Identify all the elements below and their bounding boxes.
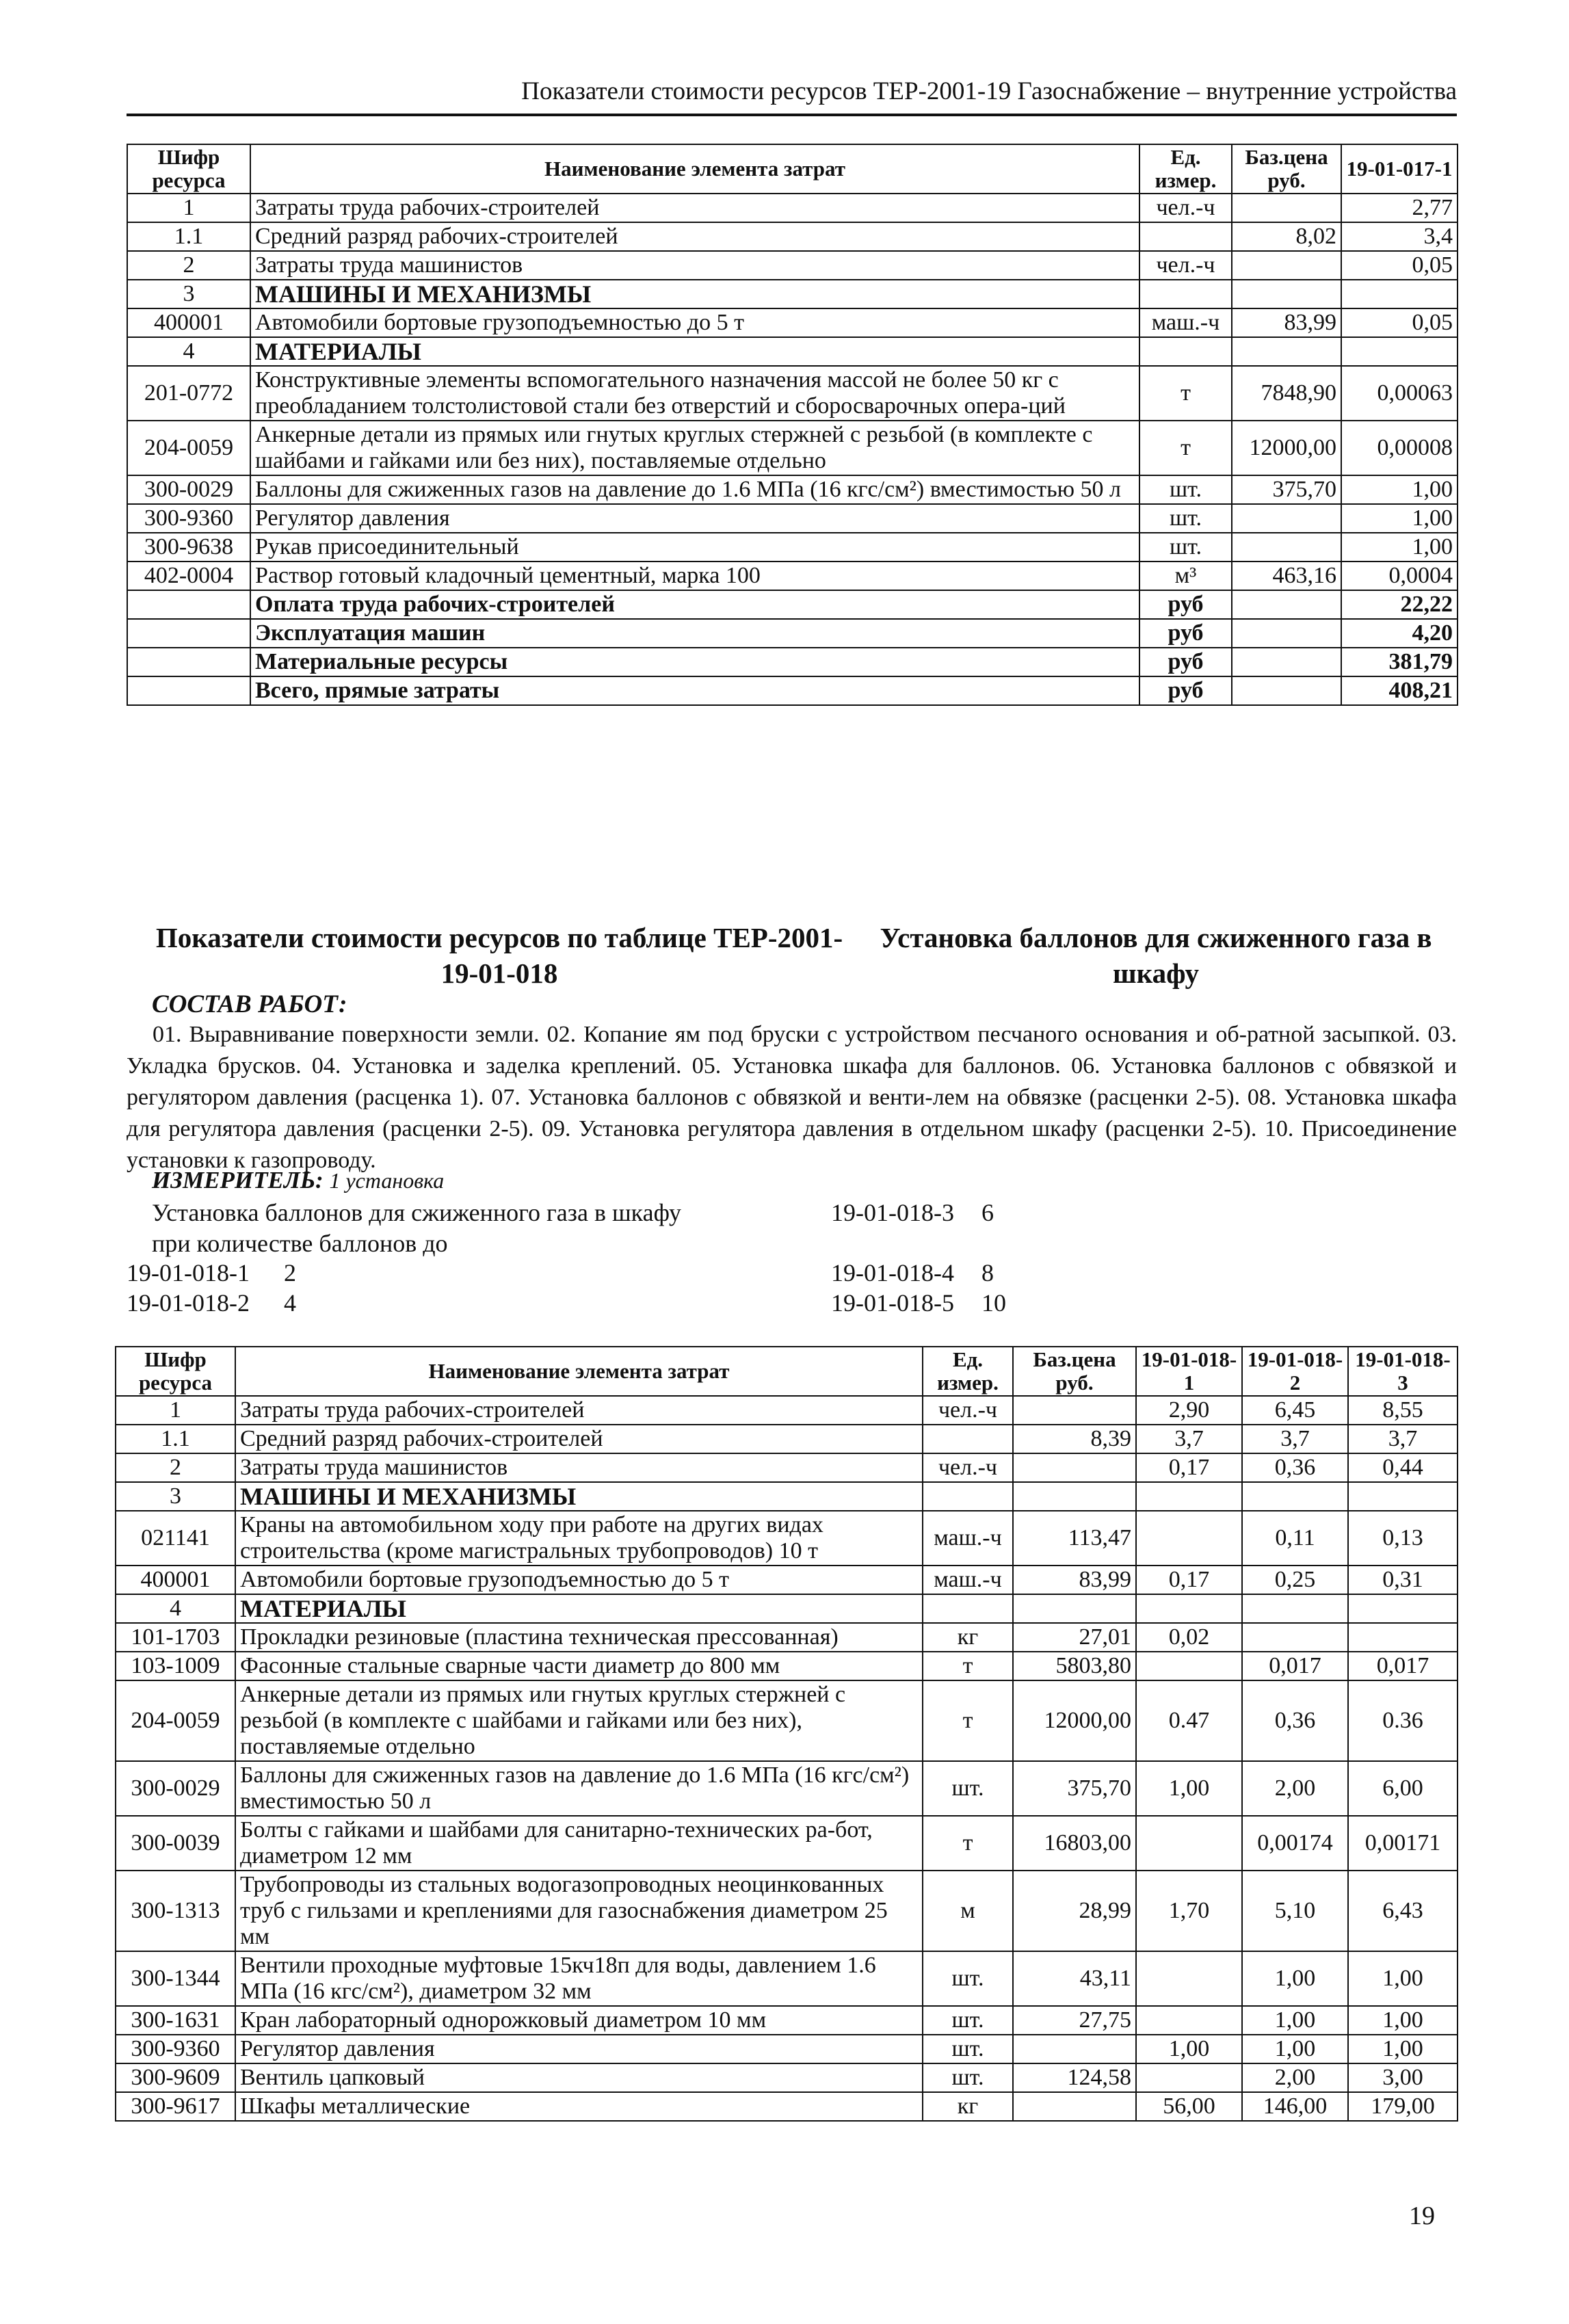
- table-row: [116, 1453, 1458, 1482]
- cell-value: [1136, 2063, 1242, 2092]
- cell-price: 12000,00: [1013, 1680, 1136, 1761]
- cell-name: Болты с гайками и шайбами для санитарно-технических ра-бот, диаметром 12 мм: [235, 1816, 923, 1871]
- cell-unit: [1139, 222, 1232, 251]
- totals-row: [127, 619, 1458, 648]
- cell-name: Трубопроводы из стальных водогазопроводных неоцинкованных труб с гильзами и креплениями для газоснабжения диаметром 25 мм: [235, 1871, 923, 1951]
- cell-name: Баллоны для сжиженных газов на давление до 1.6 МПа (16 кгс/см²) вместимостью 50 л: [235, 1761, 923, 1816]
- cell-code: 300-1344: [116, 1951, 235, 2006]
- cell-price: [1232, 648, 1341, 676]
- table-row: [116, 1652, 1458, 1680]
- table-row: [127, 475, 1458, 504]
- cell-value: 22,22: [1341, 590, 1458, 619]
- cell-code: [127, 619, 250, 648]
- cell-name: Затраты труда машинистов: [235, 1453, 923, 1482]
- cell-unit: м: [923, 1871, 1013, 1951]
- cell-value: 0,05: [1341, 251, 1458, 280]
- cell-name: Эксплуатация машин: [250, 619, 1139, 648]
- cell-unit: маш.-ч: [923, 1566, 1013, 1594]
- cell-value: 0,02: [1136, 1623, 1242, 1652]
- pricelist-qty: 2: [284, 1259, 296, 1286]
- cell-value: 0,00008: [1341, 421, 1458, 475]
- totals-row: [127, 590, 1458, 619]
- col-header-name: Наименование элемента затрат: [235, 1347, 923, 1396]
- cell-unit: руб: [1139, 648, 1232, 676]
- table-row: [116, 1816, 1458, 1871]
- cell-unit: шт.: [923, 2006, 1013, 2035]
- table-row: [116, 2006, 1458, 2035]
- cell-price: [1232, 504, 1341, 533]
- cell-name: МАТЕРИАЛЫ: [250, 337, 1139, 366]
- cell-value: [1136, 1652, 1242, 1680]
- cell-value: 0.47: [1136, 1680, 1242, 1761]
- table-row: [116, 1482, 1458, 1511]
- cell-code: 300-0039: [116, 1816, 235, 1871]
- cell-unit: руб: [1139, 590, 1232, 619]
- cell-unit: шт.: [923, 2035, 1013, 2063]
- cell-value: [1242, 1482, 1348, 1511]
- cell-price: [1013, 1396, 1136, 1425]
- page-header: Показатели стоимости ресурсов ТЕР-2001-19 Газоснабжение – внутренние устройства: [521, 77, 1457, 105]
- section-subtitle: Установка баллонов для сжиженного газа в шкафу: [880, 922, 1432, 989]
- cell-unit: т: [923, 1680, 1013, 1761]
- page-number: 19: [1409, 2202, 1435, 2230]
- cell-value: 0,17: [1136, 1566, 1242, 1594]
- sostav-heading: СОСТАВ РАБОТ:: [152, 990, 347, 1018]
- col-header-unit: Ед. измер.: [1139, 144, 1232, 194]
- table-header-row: [116, 1347, 1458, 1396]
- cell-name: Краны на автомобильном ходу при работе на других видах строительства (кроме магистральных трубопроводов) 10 т: [235, 1511, 923, 1566]
- col-header-rate-2: 19-01-018-2: [1242, 1347, 1348, 1396]
- cell-name: Средний разряд рабочих-строителей: [235, 1425, 923, 1453]
- table-body: [127, 194, 1458, 705]
- cell-unit: т: [1139, 421, 1232, 475]
- table-row: [116, 1680, 1458, 1761]
- cell-name: МАШИНЫ И МЕХАНИЗМЫ: [235, 1482, 923, 1511]
- table-row: [116, 1761, 1458, 1816]
- cell-price: 8,39: [1013, 1425, 1136, 1453]
- cell-unit: шт.: [923, 1951, 1013, 2006]
- cell-value: 0,017: [1348, 1652, 1458, 1680]
- cell-name: Фасонные стальные сварные части диаметр до 800 мм: [235, 1652, 923, 1680]
- cell-value: 0,25: [1242, 1566, 1348, 1594]
- pricelist-code: 19-01-018-5: [831, 1289, 954, 1317]
- cell-code: 400001: [127, 308, 250, 337]
- cell-name: Вентиль цапковый: [235, 2063, 923, 2092]
- pricelist-title-2: при количестве баллонов до: [152, 1230, 448, 1257]
- table-row: [116, 1511, 1458, 1566]
- cell-code: 2: [116, 1453, 235, 1482]
- pricelist-qty: 10: [981, 1289, 1006, 1317]
- cell-code: 4: [116, 1594, 235, 1623]
- cell-unit: чел.-ч: [1139, 194, 1232, 222]
- cell-price: [1232, 251, 1341, 280]
- cell-value: 1,00: [1136, 1761, 1242, 1816]
- cell-name: Кран лабораторный однорожковый диаметром 10 мм: [235, 2006, 923, 2035]
- cell-code: 1.1: [116, 1425, 235, 1453]
- cell-unit: [923, 1594, 1013, 1623]
- cell-value: 1,00: [1348, 1951, 1458, 2006]
- table-row: [127, 504, 1458, 533]
- pricelist-code: 19-01-018-1: [127, 1259, 250, 1286]
- cell-price: 16803,00: [1013, 1816, 1136, 1871]
- cell-value: 3,4: [1341, 222, 1458, 251]
- cell-value: 2,00: [1242, 1761, 1348, 1816]
- cell-price: 83,99: [1013, 1566, 1136, 1594]
- cell-name: Автомобили бортовые грузоподъемностью до 5 т: [235, 1566, 923, 1594]
- cell-name: Затраты труда рабочих-строителей: [250, 194, 1139, 222]
- pricelist-title: Установка баллонов для сжиженного газа в шкафу: [152, 1199, 682, 1226]
- cell-name: Анкерные детали из прямых или гнутых круглых стержней с резьбой (в комплекте с шайбами и гайками или без них), поставляемые отдельно: [250, 421, 1139, 475]
- col-header-unit: Ед. измер.: [923, 1347, 1013, 1396]
- cell-code: 021141: [116, 1511, 235, 1566]
- cell-unit: [1139, 337, 1232, 366]
- cell-code: 300-9617: [116, 2092, 235, 2121]
- cell-value: 0,31: [1348, 1566, 1458, 1594]
- cell-value: 0,0004: [1341, 562, 1458, 590]
- cell-price: 7848,90: [1232, 366, 1341, 421]
- cell-value: 0,00174: [1242, 1816, 1348, 1871]
- col-header-code: Шифр ресурса: [116, 1347, 235, 1396]
- cell-price: 124,58: [1013, 2063, 1136, 2092]
- cell-price: [1232, 533, 1341, 562]
- cell-name: Средний разряд рабочих-строителей: [250, 222, 1139, 251]
- cell-price: 43,11: [1013, 1951, 1136, 2006]
- cell-price: [1232, 337, 1341, 366]
- cell-name: Рукав присоединительный: [250, 533, 1139, 562]
- pricelist-qty: 4: [284, 1289, 296, 1317]
- cell-value: 6,43: [1348, 1871, 1458, 1951]
- pricelist-qty: 6: [981, 1199, 994, 1226]
- cell-code: 3: [116, 1482, 235, 1511]
- cell-code: 300-1631: [116, 2006, 235, 2035]
- col-header-name: Наименование элемента затрат: [250, 144, 1139, 194]
- section-title: Показатели стоимости ресурсов по таблице ТЕР-2001-19-01-018: [155, 922, 843, 989]
- cell-price: 375,70: [1013, 1761, 1136, 1816]
- cell-value: [1136, 1594, 1242, 1623]
- cell-unit: руб: [1139, 676, 1232, 705]
- cell-price: [1232, 194, 1341, 222]
- cell-name: Анкерные детали из прямых или гнутых круглых стержней с резьбой (в комплекте с шайбами и гайками или без них), поставляемые отдельно: [235, 1680, 923, 1761]
- cell-price: 27,01: [1013, 1623, 1136, 1652]
- cell-price: [1013, 2035, 1136, 2063]
- cell-code: 204-0059: [127, 421, 250, 475]
- cell-name: Автомобили бортовые грузоподъемностью до 5 т: [250, 308, 1139, 337]
- cell-unit: т: [923, 1652, 1013, 1680]
- cell-value: [1242, 1623, 1348, 1652]
- cell-code: 201-0772: [127, 366, 250, 421]
- cell-code: 402-0004: [127, 562, 250, 590]
- izmeritel-label: ИЗМЕРИТЕЛЬ:: [152, 1167, 324, 1193]
- cell-code: 3: [127, 280, 250, 308]
- cell-unit: руб: [1139, 619, 1232, 648]
- cell-value: 8,55: [1348, 1396, 1458, 1425]
- cell-unit: маш.-ч: [1139, 308, 1232, 337]
- cell-name: Затраты труда рабочих-строителей: [235, 1396, 923, 1425]
- cell-unit: чел.-ч: [1139, 251, 1232, 280]
- cell-name: Шкафы металлические: [235, 2092, 923, 2121]
- cell-value: 1,00: [1341, 533, 1458, 562]
- cell-code: 1: [127, 194, 250, 222]
- cell-value: 146,00: [1242, 2092, 1348, 2121]
- cell-name: Затраты труда машинистов: [250, 251, 1139, 280]
- cell-code: 300-0029: [127, 475, 250, 504]
- cell-unit: т: [1139, 366, 1232, 421]
- table-row: [127, 280, 1458, 308]
- cell-code: 101-1703: [116, 1623, 235, 1652]
- cell-value: 179,00: [1348, 2092, 1458, 2121]
- table-row: [127, 222, 1458, 251]
- cell-name: Оплата труда рабочих-строителей: [250, 590, 1139, 619]
- cell-value: 2,77: [1341, 194, 1458, 222]
- resource-table-018: [115, 1346, 1458, 2122]
- cell-value: 2,90: [1136, 1396, 1242, 1425]
- cell-value: 3,7: [1136, 1425, 1242, 1453]
- cell-value: 4,20: [1341, 619, 1458, 648]
- cell-value: 381,79: [1341, 648, 1458, 676]
- table-row: [127, 562, 1458, 590]
- cell-unit: м³: [1139, 562, 1232, 590]
- cell-value: [1136, 1816, 1242, 1871]
- cell-code: 300-9638: [127, 533, 250, 562]
- table-row: [116, 1566, 1458, 1594]
- pricelist-code: 19-01-018-2: [127, 1289, 250, 1317]
- cell-name: Раствор готовый кладочный цементный, марка 100: [250, 562, 1139, 590]
- table-header-row: [127, 144, 1458, 194]
- cell-unit: [923, 1482, 1013, 1511]
- cell-name: Всего, прямые затраты: [250, 676, 1139, 705]
- sostav-text: 01. Выравнивание поверхности земли. 02. Копание ям под бруски с устройством песчаного основания и об-ратной засыпкой. 03. Укладка брусков. 04. Установка и заделка креплений. 05. Установка шкафа для баллонов. 06. Установка баллонов с обвязкой и регулятором давления (расценка 1). 07. Установка баллонов с обвязкой и венти-лем на обвязке (расценки 2-5). 08. Установка шкафа для регулятора давления (расценки 2-5). 09. Установка регулятора давления в отдельном шкафу (расценки 2-5). 10. Присоединение установки к газопроводу.: [127, 1022, 1457, 1173]
- cell-value: 5,10: [1242, 1871, 1348, 1951]
- pricelist-code: 19-01-018-3: [831, 1199, 954, 1226]
- table-row: [127, 337, 1458, 366]
- cell-price: 83,99: [1232, 308, 1341, 337]
- cell-value: 1,00: [1348, 2006, 1458, 2035]
- cell-price: [1232, 619, 1341, 648]
- table-row: [116, 1594, 1458, 1623]
- cell-code: 300-1313: [116, 1871, 235, 1951]
- cell-value: 0,17: [1136, 1453, 1242, 1482]
- cell-price: 12000,00: [1232, 421, 1341, 475]
- header-rule: [127, 114, 1457, 116]
- table-row: [127, 194, 1458, 222]
- cell-name: Вентили проходные муфтовые 15кч18п для воды, давлением 1.6 МПа (16 кгс/см²), диаметром 32 мм: [235, 1951, 923, 2006]
- cell-code: 1: [116, 1396, 235, 1425]
- cell-code: 300-9609: [116, 2063, 235, 2092]
- cell-value: 0,44: [1348, 1453, 1458, 1482]
- cell-value: [1136, 1511, 1242, 1566]
- cell-price: 375,70: [1232, 475, 1341, 504]
- cell-value: [1348, 1482, 1458, 1511]
- cell-name: Материальные ресурсы: [250, 648, 1139, 676]
- col-header-code: Шифр ресурса: [127, 144, 250, 194]
- cell-code: 1.1: [127, 222, 250, 251]
- cell-code: 204-0059: [116, 1680, 235, 1761]
- cell-value: 1,00: [1242, 2006, 1348, 2035]
- cell-price: 27,75: [1013, 2006, 1136, 2035]
- cell-value: 0,00063: [1341, 366, 1458, 421]
- cell-name: Регулятор давления: [250, 504, 1139, 533]
- cell-unit: чел.-ч: [923, 1453, 1013, 1482]
- cell-unit: кг: [923, 1623, 1013, 1652]
- cell-price: 5803,80: [1013, 1652, 1136, 1680]
- cell-code: 400001: [116, 1566, 235, 1594]
- cell-code: 300-9360: [127, 504, 250, 533]
- table-row: [116, 1951, 1458, 2006]
- cell-value: 3,7: [1242, 1425, 1348, 1453]
- cell-unit: чел.-ч: [923, 1396, 1013, 1425]
- table-row: [116, 1396, 1458, 1425]
- cell-value: 1,00: [1341, 504, 1458, 533]
- cell-price: [1232, 676, 1341, 705]
- cell-value: 0,017: [1242, 1652, 1348, 1680]
- cell-value: 56,00: [1136, 2092, 1242, 2121]
- table-row: [116, 1623, 1458, 1652]
- cell-value: [1348, 1594, 1458, 1623]
- col-header-rate-1: 19-01-017-1: [1341, 144, 1458, 194]
- col-header-price: Баз.цена руб.: [1232, 144, 1341, 194]
- cell-value: 0,36: [1242, 1453, 1348, 1482]
- cell-unit: шт.: [923, 1761, 1013, 1816]
- cell-price: [1013, 2092, 1136, 2121]
- izmeritel-value: 1 установка: [329, 1168, 445, 1193]
- cell-name: Конструктивные элементы вспомогательного назначения массой не более 50 кг с преобладанием толстолистовой стали без отверстий и сборосварочных опера-ций: [250, 366, 1139, 421]
- col-header-rate-1: 19-01-018-1: [1136, 1347, 1242, 1396]
- cell-unit: кг: [923, 2092, 1013, 2121]
- cell-price: 113,47: [1013, 1511, 1136, 1566]
- cell-value: 6,00: [1348, 1761, 1458, 1816]
- cell-unit: маш.-ч: [923, 1511, 1013, 1566]
- cell-unit: шт.: [1139, 533, 1232, 562]
- table-row: [127, 308, 1458, 337]
- cell-value: [1136, 2006, 1242, 2035]
- table-row: [116, 2035, 1458, 2063]
- cell-code: [127, 590, 250, 619]
- cell-value: 1,00: [1348, 2035, 1458, 2063]
- cell-name: Прокладки резиновые (пластина техническая прессованная): [235, 1623, 923, 1652]
- cell-value: 0,13: [1348, 1511, 1458, 1566]
- col-header-price: Баз.цена руб.: [1013, 1347, 1136, 1396]
- cell-code: [127, 648, 250, 676]
- cell-price: 463,16: [1232, 562, 1341, 590]
- cell-value: 2,00: [1242, 2063, 1348, 2092]
- cell-code: 103-1009: [116, 1652, 235, 1680]
- totals-row: [127, 648, 1458, 676]
- cell-price: [1232, 280, 1341, 308]
- cell-value: 1,00: [1242, 2035, 1348, 2063]
- cell-value: 1,00: [1341, 475, 1458, 504]
- cell-code: 300-0029: [116, 1761, 235, 1816]
- totals-row: [127, 676, 1458, 705]
- table-row: [127, 421, 1458, 475]
- cell-name: Баллоны для сжиженных газов на давление до 1.6 МПа (16 кгс/см²) вместимостью 50 л: [250, 475, 1139, 504]
- cell-code: 300-9360: [116, 2035, 235, 2063]
- cell-name: МАШИНЫ И МЕХАНИЗМЫ: [250, 280, 1139, 308]
- cell-unit: шт.: [923, 2063, 1013, 2092]
- table-row: [116, 1871, 1458, 1951]
- pricelist-qty: 8: [981, 1259, 994, 1286]
- cell-value: 3,00: [1348, 2063, 1458, 2092]
- table-row: [127, 251, 1458, 280]
- table-body: [116, 1396, 1458, 2121]
- col-header-rate-3: 19-01-018-3: [1348, 1347, 1458, 1396]
- cell-value: 1,70: [1136, 1871, 1242, 1951]
- cell-code: [127, 676, 250, 705]
- cell-value: 1,00: [1136, 2035, 1242, 2063]
- cell-name: МАТЕРИАЛЫ: [235, 1594, 923, 1623]
- cell-value: [1341, 337, 1458, 366]
- cell-value: 0,00171: [1348, 1816, 1458, 1871]
- cell-value: 0.36: [1348, 1680, 1458, 1761]
- cell-value: 0,05: [1341, 308, 1458, 337]
- cell-value: 0,36: [1242, 1680, 1348, 1761]
- cell-code: 4: [127, 337, 250, 366]
- table-row: [127, 533, 1458, 562]
- cell-value: [1136, 1482, 1242, 1511]
- cell-value: [1242, 1594, 1348, 1623]
- cell-value: 408,21: [1341, 676, 1458, 705]
- table-row: [116, 2092, 1458, 2121]
- cell-value: 1,00: [1242, 1951, 1348, 2006]
- cell-name: Регулятор давления: [235, 2035, 923, 2063]
- cell-unit: шт.: [1139, 504, 1232, 533]
- cell-price: [1013, 1482, 1136, 1511]
- table-row: [116, 1425, 1458, 1453]
- cell-value: [1136, 1951, 1242, 2006]
- cell-value: 0,11: [1242, 1511, 1348, 1566]
- cell-price: [1013, 1453, 1136, 1482]
- cell-unit: [923, 1425, 1013, 1453]
- resource-table-017: [127, 144, 1458, 706]
- cell-value: 3,7: [1348, 1425, 1458, 1453]
- cell-unit: [1139, 280, 1232, 308]
- cell-price: 8,02: [1232, 222, 1341, 251]
- table-row: [127, 366, 1458, 421]
- cell-unit: т: [923, 1816, 1013, 1871]
- cell-value: 6,45: [1242, 1396, 1348, 1425]
- cell-price: [1232, 590, 1341, 619]
- table-row: [116, 2063, 1458, 2092]
- pricelist-code: 19-01-018-4: [831, 1259, 954, 1286]
- cell-value: [1341, 280, 1458, 308]
- cell-value: [1348, 1623, 1458, 1652]
- cell-price: [1013, 1594, 1136, 1623]
- cell-price: 28,99: [1013, 1871, 1136, 1951]
- cell-unit: шт.: [1139, 475, 1232, 504]
- cell-code: 2: [127, 251, 250, 280]
- izmeritel: [152, 1167, 444, 1194]
